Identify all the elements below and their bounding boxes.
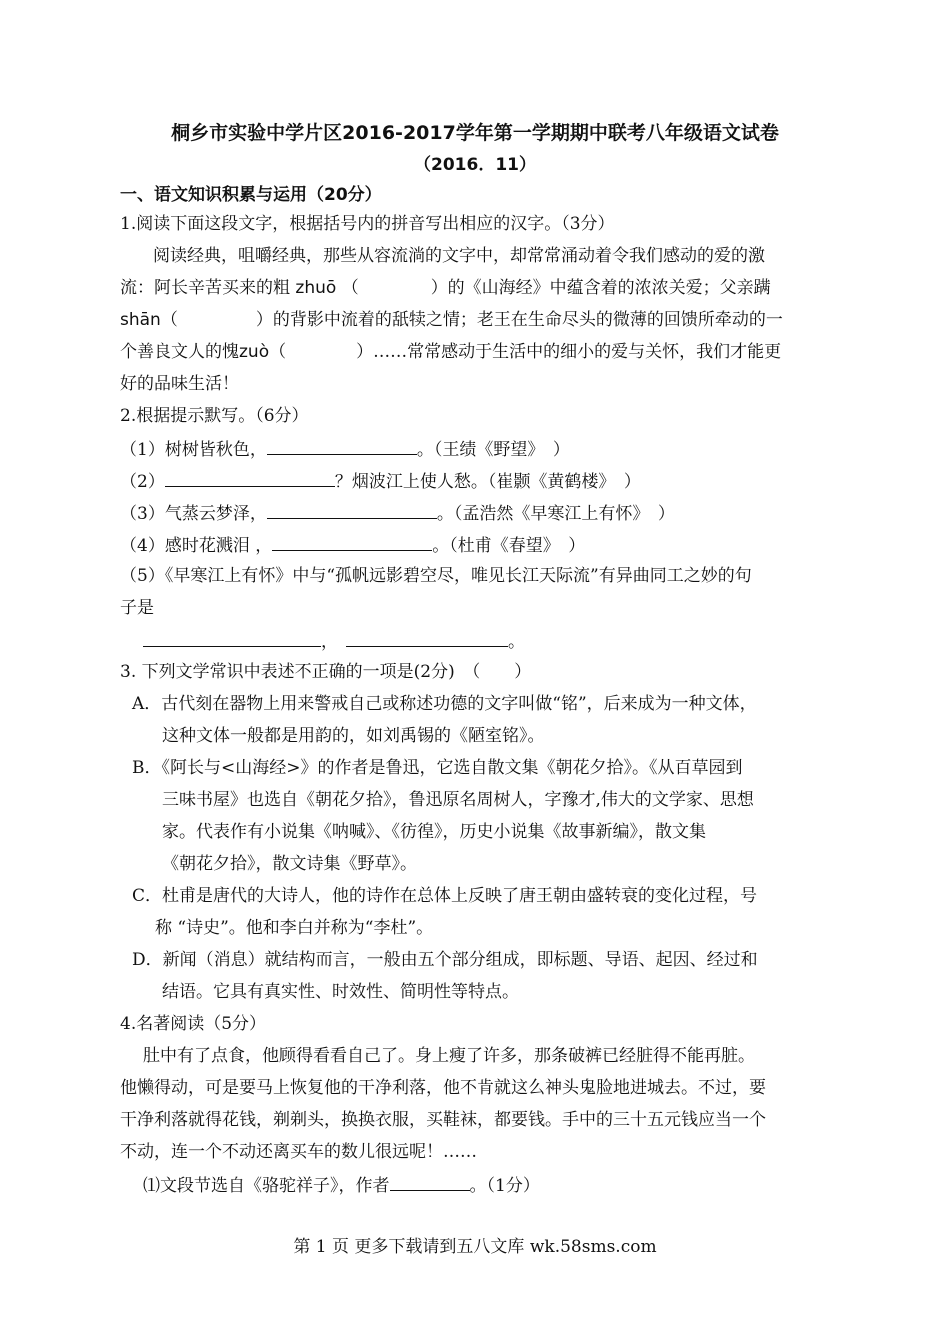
exam-date: （2016．11） <box>414 155 536 175</box>
q1-prompt: 1.阅读下面这段文字，根据括号内的拼音写出相应的汉字。（3分） <box>120 214 615 234</box>
q4-passage-line: 他懒得动，可是要马上恢复他的干净利落，他不肯就这么神头鬼脸地进城去。不过，要 <box>120 1078 766 1098</box>
q1-text-line <box>120 340 781 364</box>
option-b: 《朝花夕拾》，散文诗集《野草》。 <box>162 854 417 874</box>
q1-text: 个善良文人的愧 <box>120 342 239 362</box>
q4-prompt: 4.名著阅读（5分） <box>120 1014 267 1034</box>
option-b: B．《阿长与<山海经>》的作者是鲁迅，它选自散文集《朝花夕拾》。《从百草园到 <box>132 758 743 778</box>
exam-title: 桐乡市实验中学片区2016-2017学年第一学期期中联考八年级语文试卷 <box>171 122 779 144</box>
q2-text: （2） <box>120 472 165 492</box>
q2-text: 。 <box>508 632 525 652</box>
q2-item <box>120 532 585 558</box>
q4-passage-line: 肚中有了点食，他顾得看看自己了。身上瘦了许多，那条破裤已经脏得不能再脏。 <box>143 1046 755 1066</box>
option-a: A．古代刻在器物上用来警戒自己或称述功德的文字叫做“铭”，后来成为一种文体， <box>132 694 757 714</box>
option-a: 这种文体一般都是用韵的，如刘禹锡的《陋室铭》。 <box>162 726 545 746</box>
q2-text: （3）气蒸云梦泽， <box>120 504 267 524</box>
q2-item <box>120 468 641 494</box>
q4-subquestion <box>143 1172 540 1198</box>
q1-text-line: 好的品味生活！ <box>120 374 239 394</box>
q1-text: ）的《山海经》中蕴含着的浓浓关爱；父亲蹒 <box>430 278 771 298</box>
q2-text: 。（王绩《野望》 ） <box>416 440 570 460</box>
q2-item <box>120 500 675 526</box>
option-d: D．新闻（消息）就结构而言，一般由五个部分组成，即标题、导语、起因、经过和 <box>132 950 758 970</box>
q2-item: （5）《早寒江上有怀》中与“孤帆远影碧空尽，唯见长江天际流”有异曲同工之妙的句 <box>120 566 752 586</box>
q2-text: （1）树树皆秋色， <box>120 440 267 460</box>
pinyin-zhuo: zhuō <box>295 278 337 298</box>
q1-text: （ <box>160 310 178 330</box>
answer-blank[interactable] <box>272 532 432 551</box>
q2-text: 。（孟浩然《早寒江上有怀》 ） <box>436 504 675 524</box>
q4-passage-line: 不动，连一个不动还离买车的数儿很远呢！…… <box>120 1142 477 1162</box>
q2-text: （4）感时花溅泪 ， <box>120 536 273 556</box>
q1-text-line <box>120 276 771 300</box>
q1-text: ）的背影中流着的舐犊之情；老王在生命尽头的微薄的回馈所牵动的一 <box>255 310 783 330</box>
q1-text: （ <box>269 342 287 362</box>
section-heading: 一、语文知识积累与运用（20分） <box>120 185 382 205</box>
option-b: 家。代表作有小说集《呐喊》、《彷徨》，历史小说集《故事新编》，散文集 <box>162 822 706 842</box>
option-c: C．杜甫是唐代的大诗人，他的诗作在总体上反映了唐王朝由盛转衰的变化过程，号 <box>132 886 758 906</box>
pinyin-shan: shān <box>120 310 161 330</box>
q1-text: 流：阿长辛苦买来的粗 <box>120 278 290 298</box>
answer-blank[interactable] <box>143 628 321 647</box>
answer-blank[interactable] <box>267 436 417 455</box>
q2-prompt: 2.根据提示默写。（6分） <box>120 406 309 426</box>
q3-prompt: 3. 下列文学常识中表述不正确的一项是(2分) （ ） <box>120 662 532 682</box>
q2-text: ？烟波江上使人愁。（崔颢《黄鹤楼》 ） <box>334 472 641 492</box>
q4-text: ⑴文段节选自《骆驼祥子》，作者 <box>143 1176 390 1196</box>
pinyin-zuo: zuò <box>239 342 270 362</box>
q2-item: 子是 <box>120 598 154 618</box>
option-b: 三味书屋》也选自《朝花夕拾》，鲁迅原名周树人，字豫才,伟大的文学家、思想 <box>162 790 754 810</box>
q2-text: 。（杜甫《春望》 ） <box>432 536 586 556</box>
q1-text-line <box>120 308 783 332</box>
answer-blank[interactable] <box>267 500 437 519</box>
answer-blank-author[interactable] <box>390 1172 470 1191</box>
q1-text-line: 阅读经典，咀嚼经典，那些从容流淌的文字中，却常常涌动着令我们感动的爱的激 <box>153 246 765 266</box>
q4-text: 。（1分） <box>469 1176 540 1196</box>
q2-item <box>120 436 570 462</box>
page-footer: 第 1 页 更多下载请到五八文库 wk.58sms.com <box>293 1237 657 1257</box>
q2-item <box>143 628 525 654</box>
option-c: 称 “诗史”。他和李白并称为“李杜”。 <box>155 918 434 938</box>
q1-text: ）……常常感动于生活中的细小的爱与关怀，我们才能更 <box>356 342 782 362</box>
option-d: 结语。它具有真实性、时效性、简明性等特点。 <box>162 982 519 1002</box>
answer-blank[interactable] <box>165 468 335 487</box>
answer-blank[interactable] <box>346 628 508 647</box>
q1-text: （ <box>341 278 359 298</box>
q4-passage-line: 干净利落就得花钱，剃剃头，换换衣服，买鞋袜，都要钱。手中的三十五元钱应当一个 <box>120 1110 766 1130</box>
q2-text: ， <box>321 632 338 652</box>
